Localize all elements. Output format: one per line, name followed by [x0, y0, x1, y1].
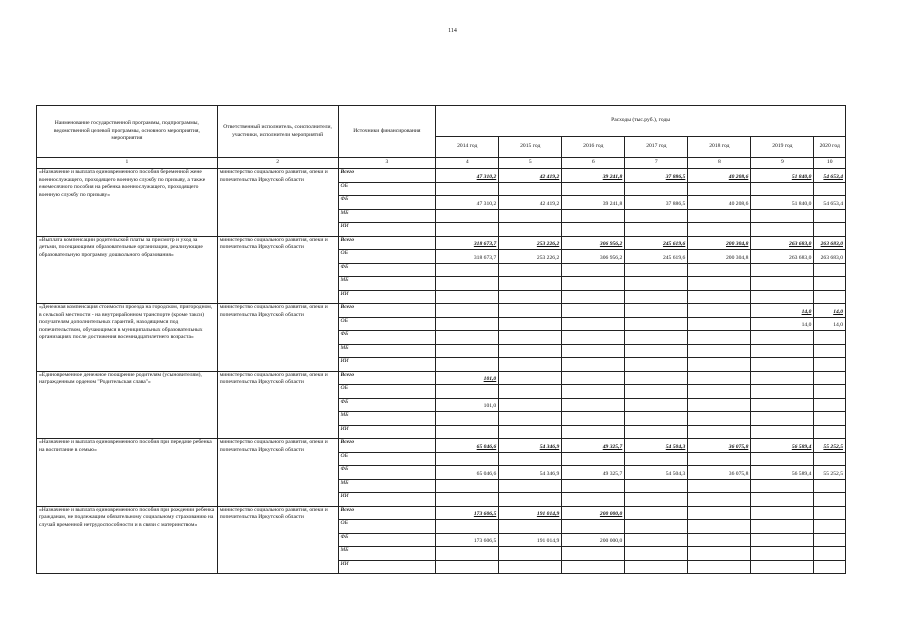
expense-value: 37 886,5 — [625, 196, 688, 210]
measure-executor: министерство социального развития, опеки и попечительства Иркутской области — [217, 304, 338, 372]
expense-value — [625, 223, 688, 237]
expense-value — [436, 223, 499, 237]
expense-value — [625, 560, 688, 574]
expense-value — [814, 182, 846, 196]
expense-value — [688, 506, 751, 520]
expense-value — [625, 493, 688, 507]
expense-value: 14,0 — [814, 304, 846, 318]
expense-value: 173 606,5 — [436, 506, 499, 520]
expense-value — [814, 520, 846, 534]
expense-value: 101,0 — [436, 398, 499, 412]
expense-value — [625, 277, 688, 291]
expense-value — [751, 452, 814, 466]
expense-value: 51 840,0 — [751, 196, 814, 210]
funding-source: ФБ — [338, 263, 436, 277]
expense-value: 173 606,5 — [436, 533, 499, 547]
expense-value — [499, 263, 562, 277]
column-number: 7 — [625, 158, 688, 169]
expense-value: 318 673,7 — [436, 236, 499, 250]
expense-value: 14,0 — [814, 317, 846, 331]
expense-value — [499, 520, 562, 534]
expense-value — [562, 358, 625, 372]
expense-value — [499, 277, 562, 291]
expense-value: 318 673,7 — [436, 250, 499, 264]
expense-value: 65 046,6 — [436, 439, 499, 453]
expense-value — [436, 263, 499, 277]
column-number: 4 — [436, 158, 499, 169]
expense-value — [688, 344, 751, 358]
expense-value — [688, 398, 751, 412]
expense-value — [814, 371, 846, 385]
expense-value — [688, 358, 751, 372]
expense-value: 263 683,0 — [751, 236, 814, 250]
expense-value — [688, 425, 751, 439]
funding-source: МБ — [338, 277, 436, 291]
expense-value: 263 683,0 — [751, 250, 814, 264]
expense-value — [688, 533, 751, 547]
expense-value: 55 252,5 — [814, 466, 846, 480]
expense-value: 49 325,7 — [562, 466, 625, 480]
expense-value — [436, 479, 499, 493]
funding-source: МБ — [338, 547, 436, 561]
expense-value: 263 683,0 — [814, 250, 846, 264]
measure-name: «Назначение и выплата единовременного пособия беременной жене военнослужащего, проходящего военную службу по призыву, а также ежемесячного пособия на ребенка военнослужащего, проходящего военную службу по призыву» — [37, 169, 218, 237]
expense-value — [814, 398, 846, 412]
expense-value — [688, 479, 751, 493]
expense-value — [751, 547, 814, 561]
expense-value — [625, 358, 688, 372]
funding-source: ОБ — [338, 250, 436, 264]
expense-value — [751, 277, 814, 291]
expense-value — [814, 547, 846, 561]
expense-value — [814, 493, 846, 507]
expense-value — [751, 398, 814, 412]
expense-value — [499, 304, 562, 318]
expense-value: 47 310,2 — [436, 169, 499, 183]
funding-source: ФБ — [338, 533, 436, 547]
funding-source: МБ — [338, 209, 436, 223]
expense-value: 54 653,4 — [814, 169, 846, 183]
measure-name: «Назначение и выплата единовременного пособия при рождении ребенка гражданам, не подлежащим обязательному социальному страхованию на случай временной нетрудоспособности и в связи с материнством» — [37, 506, 218, 574]
expense-value — [688, 520, 751, 534]
header-executor: Ответственный исполнитель, соисполнители, участники, исполнители мероприятий — [217, 106, 338, 158]
expense-value: 65 046,6 — [436, 466, 499, 480]
expense-value — [562, 547, 625, 561]
expense-value — [688, 547, 751, 561]
expense-value: 253 226,2 — [499, 236, 562, 250]
expense-value — [751, 479, 814, 493]
expense-value — [625, 290, 688, 304]
expense-value — [562, 223, 625, 237]
measure-executor: министерство социального развития, опеки и попечительства Иркутской области — [217, 371, 338, 439]
expense-value — [436, 358, 499, 372]
expense-value: 101,0 — [436, 371, 499, 385]
funding-source: ИИ — [338, 493, 436, 507]
header-year: 2019 год — [751, 137, 814, 158]
expense-value — [751, 385, 814, 399]
expense-value — [499, 209, 562, 223]
expense-value — [436, 412, 499, 426]
expense-value — [436, 520, 499, 534]
expense-value — [499, 182, 562, 196]
funding-source: ОБ — [338, 520, 436, 534]
expense-value: 253 226,2 — [499, 250, 562, 264]
expense-value — [625, 533, 688, 547]
expense-value — [436, 385, 499, 399]
expense-value — [814, 425, 846, 439]
table-row — [37, 371, 846, 385]
expense-value: 306 956,2 — [562, 236, 625, 250]
expense-value — [814, 533, 846, 547]
expense-value — [625, 479, 688, 493]
expense-value — [625, 371, 688, 385]
measure-executor: министерство социального развития, опеки и попечительства Иркутской области — [217, 439, 338, 507]
expense-value — [625, 263, 688, 277]
expense-value — [688, 223, 751, 237]
expense-value — [436, 317, 499, 331]
expense-value — [751, 412, 814, 426]
header-expenses: Расходы (тыс.руб.), годы — [436, 106, 846, 137]
expense-value — [751, 506, 814, 520]
expense-value — [499, 412, 562, 426]
expense-value: 40 208,6 — [688, 169, 751, 183]
expense-value — [436, 547, 499, 561]
expense-value — [751, 358, 814, 372]
header-source: Источники финансирования — [338, 106, 436, 158]
expense-value — [625, 385, 688, 399]
expense-value — [562, 412, 625, 426]
funding-source: Всего — [338, 169, 436, 183]
expense-value — [625, 520, 688, 534]
expense-value — [436, 182, 499, 196]
expense-value: 42 419,2 — [499, 196, 562, 210]
expense-value — [562, 520, 625, 534]
funding-source: ФБ — [338, 398, 436, 412]
expense-value — [499, 371, 562, 385]
expense-value: 54 346,9 — [499, 466, 562, 480]
expense-value — [625, 506, 688, 520]
expense-value — [751, 425, 814, 439]
expense-value: 40 208,6 — [688, 196, 751, 210]
expense-value — [499, 344, 562, 358]
table-row — [37, 169, 846, 183]
funding-source: ИИ — [338, 223, 436, 237]
expense-value: 49 325,7 — [562, 439, 625, 453]
expense-value — [814, 263, 846, 277]
expense-value — [814, 277, 846, 291]
funding-source: ОБ — [338, 317, 436, 331]
header-year: 2020 год — [814, 137, 846, 158]
expense-value — [688, 493, 751, 507]
expense-value — [562, 560, 625, 574]
expense-value: 54 504,3 — [625, 439, 688, 453]
column-number: 2 — [217, 158, 338, 169]
expense-value — [688, 412, 751, 426]
column-number: 5 — [499, 158, 562, 169]
funding-source: ОБ — [338, 385, 436, 399]
expense-value: 54 504,3 — [625, 466, 688, 480]
expense-value — [562, 371, 625, 385]
expense-value — [436, 331, 499, 345]
expense-value — [499, 290, 562, 304]
expense-value: 200 000,0 — [562, 506, 625, 520]
expense-value: 54 346,9 — [499, 439, 562, 453]
expense-value — [499, 317, 562, 331]
column-number: 6 — [562, 158, 625, 169]
expense-value — [751, 331, 814, 345]
expense-value: 200 000,0 — [562, 533, 625, 547]
expense-value — [751, 263, 814, 277]
expense-value — [499, 560, 562, 574]
expense-value — [499, 398, 562, 412]
expense-value — [625, 304, 688, 318]
header-year: 2017 год — [625, 137, 688, 158]
expense-value: 200 304,8 — [688, 250, 751, 264]
expense-value — [688, 263, 751, 277]
measure-name: «Единовременное денежное поощрение родителям (усыновителям), награжденным орденом "Родительская слава"» — [37, 371, 218, 439]
expense-value — [688, 371, 751, 385]
expense-value — [562, 452, 625, 466]
expense-value — [751, 209, 814, 223]
measure-executor: министерство социального развития, опеки и попечительства Иркутской области — [217, 169, 338, 237]
expense-value — [751, 182, 814, 196]
funding-source: Всего — [338, 371, 436, 385]
column-number: 1 — [37, 158, 218, 169]
measure-executor: министерство социального развития, опеки и попечительства Иркутской области — [217, 236, 338, 304]
table-row — [37, 506, 846, 520]
expense-value — [625, 452, 688, 466]
expense-value — [814, 223, 846, 237]
expense-value — [436, 290, 499, 304]
expense-value: 42 419,2 — [499, 169, 562, 183]
funding-source: Всего — [338, 506, 436, 520]
measure-name: «Денежная компенсация стоимости проезда на городском, пригородном, в сельской местности - на внутрирайонном транспорте (кроме такси) получателям дополнительных гарантий, находящимся под попечительством, обучающимся в муниципальных образовательных организациях после достижения восемнадцатилетнего возраста» — [37, 304, 218, 372]
expense-value — [499, 425, 562, 439]
expense-value — [688, 209, 751, 223]
expense-value — [499, 358, 562, 372]
expense-value — [751, 493, 814, 507]
expense-value — [814, 290, 846, 304]
column-number: 10 — [814, 158, 846, 169]
expense-value — [436, 493, 499, 507]
funding-source: МБ — [338, 479, 436, 493]
expense-value — [562, 398, 625, 412]
expense-value — [814, 385, 846, 399]
expense-value: 14,0 — [751, 304, 814, 318]
expense-value — [625, 547, 688, 561]
expense-value — [814, 209, 846, 223]
expense-value — [625, 344, 688, 358]
expense-value — [499, 385, 562, 399]
header-name: Наименование государственной программы, подпрограммы, ведомственной целевой программы, основного мероприятия, мероприятия — [37, 106, 218, 158]
expense-value — [562, 263, 625, 277]
page-number: 114 — [448, 28, 457, 34]
expense-value — [814, 331, 846, 345]
expense-value: 54 653,4 — [814, 196, 846, 210]
column-number: 3 — [338, 158, 436, 169]
expense-value — [562, 182, 625, 196]
expense-value: 306 956,2 — [562, 250, 625, 264]
expense-value: 263 683,0 — [814, 236, 846, 250]
expense-value — [562, 317, 625, 331]
expense-value: 39 241,8 — [562, 169, 625, 183]
measure-name: «Назначение и выплата единовременного пособия при передаче ребенка на воспитание в семью» — [37, 439, 218, 507]
expense-value — [562, 304, 625, 318]
expense-value: 55 252,5 — [814, 439, 846, 453]
expense-value — [562, 344, 625, 358]
expense-value: 200 304,8 — [688, 236, 751, 250]
expense-value — [562, 479, 625, 493]
expense-value — [562, 385, 625, 399]
expense-value — [814, 452, 846, 466]
column-number: 8 — [688, 158, 751, 169]
funding-source: Всего — [338, 439, 436, 453]
expense-value — [751, 560, 814, 574]
expense-value — [562, 331, 625, 345]
expense-value — [436, 560, 499, 574]
header-year: 2015 год — [499, 137, 562, 158]
expense-value — [625, 425, 688, 439]
funding-source: ФБ — [338, 466, 436, 480]
expense-value: 36 075,8 — [688, 466, 751, 480]
expense-value — [499, 331, 562, 345]
expense-value — [688, 304, 751, 318]
expense-value — [499, 479, 562, 493]
funding-source: МБ — [338, 344, 436, 358]
expense-value — [436, 304, 499, 318]
expense-value — [436, 344, 499, 358]
budget-table — [36, 105, 846, 574]
measure-executor: министерство социального развития, опеки и попечительства Иркутской области — [217, 506, 338, 574]
expense-value: 245 619,6 — [625, 250, 688, 264]
expense-value — [751, 344, 814, 358]
expense-value — [625, 412, 688, 426]
table-body — [37, 169, 846, 574]
table-row — [37, 439, 846, 453]
expense-value — [499, 223, 562, 237]
expense-value — [688, 182, 751, 196]
header-year: 2014 год — [436, 137, 499, 158]
expense-value — [436, 209, 499, 223]
expense-value — [688, 290, 751, 304]
expense-value — [751, 290, 814, 304]
expense-value — [814, 479, 846, 493]
column-number: 9 — [751, 158, 814, 169]
expense-value — [751, 371, 814, 385]
expense-value — [625, 209, 688, 223]
expense-value — [688, 385, 751, 399]
header-year: 2018 год — [688, 137, 751, 158]
expense-value — [436, 425, 499, 439]
funding-source: ФБ — [338, 331, 436, 345]
expense-value: 191 014,9 — [499, 506, 562, 520]
expense-value — [499, 452, 562, 466]
expense-value — [814, 344, 846, 358]
expense-value — [562, 277, 625, 291]
expense-value — [751, 533, 814, 547]
expense-value: 245 619,6 — [625, 236, 688, 250]
expense-value — [562, 425, 625, 439]
expense-value: 191 014,9 — [499, 533, 562, 547]
expense-value — [625, 317, 688, 331]
expense-value — [688, 317, 751, 331]
funding-source: Всего — [338, 304, 436, 318]
expense-value — [688, 277, 751, 291]
header-year: 2016 год — [562, 137, 625, 158]
expense-value — [499, 493, 562, 507]
expense-value: 39 241,8 — [562, 196, 625, 210]
funding-source: ОБ — [338, 452, 436, 466]
expense-value — [688, 331, 751, 345]
funding-source: ФБ — [338, 196, 436, 210]
expense-value — [436, 452, 499, 466]
expense-value — [751, 520, 814, 534]
expense-value — [814, 358, 846, 372]
expense-value: 51 840,0 — [751, 169, 814, 183]
funding-source: ИИ — [338, 425, 436, 439]
funding-source: ИИ — [338, 290, 436, 304]
expense-value — [562, 209, 625, 223]
expense-value — [814, 560, 846, 574]
funding-source: ОБ — [338, 182, 436, 196]
table-row — [37, 304, 846, 318]
table-row — [37, 236, 846, 250]
expense-value: 14,0 — [751, 317, 814, 331]
expense-value: 56 589,4 — [751, 439, 814, 453]
expense-value: 37 886,5 — [625, 169, 688, 183]
expense-value — [751, 223, 814, 237]
expense-value: 36 075,8 — [688, 439, 751, 453]
measure-name: «Выплата компенсации родительской платы за присмотр и уход за детьми, посещающими образовательные организации, реализующие образовательную программу дошкольного образования» — [37, 236, 218, 304]
expense-value — [625, 398, 688, 412]
funding-source: ИИ — [338, 358, 436, 372]
expense-value — [625, 331, 688, 345]
funding-source: МБ — [338, 412, 436, 426]
expense-value — [688, 560, 751, 574]
expense-value: 47 310,2 — [436, 196, 499, 210]
expense-value — [688, 452, 751, 466]
expense-value: 56 589,4 — [751, 466, 814, 480]
funding-source: ИИ — [338, 560, 436, 574]
expense-value — [562, 493, 625, 507]
expense-value — [814, 506, 846, 520]
expense-value — [625, 182, 688, 196]
expense-value — [436, 277, 499, 291]
expense-value — [562, 290, 625, 304]
funding-source: Всего — [338, 236, 436, 250]
expense-value — [814, 412, 846, 426]
expense-value — [499, 547, 562, 561]
